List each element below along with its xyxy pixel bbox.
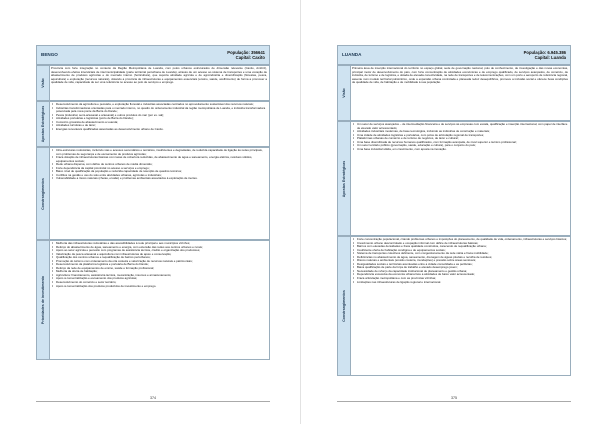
bullet-list bbox=[51, 149, 267, 181]
population-block bbox=[227, 50, 265, 60]
region-header bbox=[337, 45, 571, 65]
list-item: • Plataformas urbanas de comércio e de turismo de negócios, de lazer e cultural; bbox=[357, 137, 568, 141]
list-item: • Fraca articulação metropolitana e com as províncias vizinhas; bbox=[357, 277, 568, 281]
list-item: • Reforço do abastecimento de água, saneamento e energia, com extensão das redes aos centros urbanos e rurais; bbox=[56, 246, 267, 250]
list-item: • Baixa qualificação de parte da força de trabalho e elevado desemprego jovem; bbox=[357, 266, 568, 270]
bullet-list bbox=[51, 242, 267, 288]
list-item: • Baixo nível de qualificação da população e reduzida capacidade de retenção de quadros técnicos; bbox=[56, 170, 267, 174]
list-item: • Um setor terciário público (governação, saúde, educação e cultura), para o conjunto do país; bbox=[357, 144, 568, 148]
section-label: Constrangimentos bbox=[37, 148, 50, 239]
list-item: • Forte dependência da capital provincial no acesso a serviços e emprego; bbox=[56, 167, 267, 171]
list-item: • Apoio à comercialização dos produtos produzidos de investimento e emprego. bbox=[56, 285, 267, 289]
list-item: • Insuficiente oferta de habitação condigna e de equipamentos sociais; bbox=[357, 249, 568, 253]
list-item: • Agricultura: financiamento, assistência técnica, mecanização, insumos e armazenamento; bbox=[56, 274, 267, 278]
capital-label: Capital: Luanda bbox=[534, 55, 566, 60]
list-item: • Desenvolvimento da plataforma logística e portuária de Barra do Dande; bbox=[56, 263, 267, 267]
population-label: População: 356641 bbox=[227, 50, 265, 55]
list-item: • Apoio à comercialização e escoamento dos produtos agrícolas; bbox=[56, 277, 267, 281]
list-item: • Dependência excessiva da economia urbana face a atividades de baixo valor acrescentado; bbox=[357, 273, 568, 277]
section-paragraph: Primeira área de inserção internacional do território no espaço global, sede de governação nacional, polo de conhecimento, de investigação e das novas economias, principal motor de desenvolvimento do país, com forte concentração de atividades económicas e de emprego qualificado, de serviços avançados, de comércio, de indústria, de turismo e de logística, e dotada de elevada conectividade, na rede de transportes e de telecomunicações, com um porto e aeroporto de referência regional, assente num modelo territorial policêntrico, onde a expansão urbana controlada e planeada reduz desequilíbrios, promove a inclusão social e oferece boas condições de qualidade de vida, de habitação e de mobilidade à sua população. bbox=[352, 67, 568, 85]
list-item: • Pesca (industrial, semi-artesanal e artesanal) e outros produtos do mar (por ex. sal); bbox=[56, 114, 267, 118]
region-name: BENGO bbox=[41, 52, 58, 57]
section-vision bbox=[337, 65, 571, 121]
population-block bbox=[524, 50, 566, 60]
list-item: • Energias renováveis qualificadas associadas ao desenvolvimento urbano de Caxito. bbox=[56, 128, 267, 132]
bullet-list bbox=[51, 103, 267, 131]
page-number: 375 bbox=[451, 396, 457, 400]
section-label: Constrangimentos bbox=[338, 237, 351, 375]
list-item: • Qualificação dos centros urbanos e requalificação de bairros periurbanos; bbox=[56, 256, 267, 260]
footer-rule bbox=[337, 401, 571, 402]
list-item: • Forte concentração populacional, criando problemas urbanos e imposições do planeamento, de qualidade de vida, ordenamento, infraestruturas e serviços básicos; bbox=[357, 238, 568, 242]
list-item: • Necessidade de reforço da capacidade institucional de planeamento e gestão urbana; bbox=[357, 270, 568, 274]
page-number: 374 bbox=[150, 396, 156, 400]
list-item: • Rede urbana dispersa, com défice de centros urbanos de média dimensão; bbox=[56, 163, 267, 167]
list-item: • Reforço da rede de equipamentos de ensino, saúde e formação profissional; bbox=[56, 267, 267, 271]
footer-rule bbox=[36, 401, 270, 402]
list-item: • Valorização da pesca artesanal e aquicultura com infraestruturas de apoio e conservação; bbox=[56, 253, 267, 257]
section-vision bbox=[36, 65, 270, 101]
list-item: • Promoção do turismo com ordenamento da orla costeira e valorização de recursos naturais e patrimoniais; bbox=[56, 260, 267, 264]
list-item: • Desenvolvimento da agricultura e pecuária, e exploração florestal e industrias associadas centrados no aproveitamento sustentável dos recursos naturais; bbox=[56, 103, 267, 107]
list-item: • Desenvolvimento do comércio e setor terciário; bbox=[56, 281, 267, 285]
section-constraints bbox=[36, 147, 270, 240]
list-item: • Sistema de transportes colectivos deficiente, com congestionamento da rede viária e fraca mobilidade; bbox=[357, 252, 568, 256]
list-item: • Uma base industrial sólida, em crescimento, com aposta na inovação. bbox=[357, 148, 568, 152]
list-item: • Bairros com elevadas densidades e fraca qualidade construtiva, carecendo de requalificação urbana; bbox=[357, 245, 568, 249]
population-label: População: 6.945.386 bbox=[523, 50, 566, 55]
list-item: • Conflitos na gestão e uso do solo entre atividades urbanas, agrícolas e industriais; bbox=[56, 174, 267, 178]
capital-label: Capital: Caxito bbox=[235, 55, 265, 60]
list-item: • Limitações nas infraestruturas de ligação regional e internacional. bbox=[357, 281, 568, 285]
list-item: • Fraca dotação de infraestruturas básicas com taxas de cobertura reduzidas, de abastecimento de água e saneamento, energia elétrica, resíduos sólidos, equipamentos sociais; bbox=[56, 156, 267, 163]
page-right bbox=[300, 0, 600, 424]
list-item: • Deficiências no abastecimento de água, saneamento, drenagem de águas pluviais e recolha de resíduos; bbox=[357, 256, 568, 260]
region-name: LUANDA bbox=[342, 52, 362, 57]
region-header bbox=[36, 45, 270, 65]
list-item: • Atividades portuárias e logísticas (porto de Barra do Dande); bbox=[56, 117, 267, 121]
bullet-list bbox=[352, 238, 568, 284]
section-strategic bbox=[36, 101, 270, 147]
list-item: • Um setor de serviços avançados – de intermediação financeira e de serviços às empresas com escala, qualificação e inserção internacional, com papel de interface de elevado valor acrescentado; bbox=[357, 123, 568, 130]
section-label: Prioridades de investimento bbox=[37, 241, 50, 359]
list-item: • Atividades turísticas e de lazer; bbox=[56, 124, 267, 128]
list-item: • Comércio grossista de abastecimento a Luanda; bbox=[56, 121, 267, 125]
list-item: • Uma base diversificada de recursos humanos qualificados, com formação avançada, de nível superior e técnico profissional; bbox=[357, 141, 568, 145]
section-label: Visão bbox=[338, 66, 351, 120]
section-constraints bbox=[337, 236, 571, 376]
section-paragraph: Província com forte integração no contexto da Região Metropolitana de Luanda, com polos urbanos estruturados de dimensão relevante (Caxito, Ambriz), desenvolvendo efeitos intersticiais de intermunicipalidade (parte territorial periurbana de Luanda), através de um acesso ao sistema de transportes e uma vocação de abastecimento de produtos agrícolas e do mercado interno (horticultura), que suporta atividade agrícola e de agroindústria e diversificação (florestas, pesca, aquicultura) e exploração (recursos naturais), dotando a província de infraestruturas e equipamentos essenciais (ensino, saúde, acolhimento) de forma a promover a qualidade de vida, capacidade de ser uma referência no acesso ao polo de serviços e emprego. bbox=[51, 67, 267, 85]
list-item: • Indústrias transformadoras orientadas para o mercado interno, no quadro do ordenamento industrial da região metropolitana de Luanda, e indústria transformadora potenciada pela nova ponte da Barra do Dande; bbox=[56, 107, 267, 114]
list-item: • Melhoria da oferta de habitação; bbox=[56, 270, 267, 274]
list-item: • Crescimento urbano descontrolado e ocupação informal com défice de infraestruturas básicas; bbox=[357, 242, 568, 246]
list-item: • Apoio ao setor agrícola e pecuário com programas de assistência técnica, crédito e organização dos produtores; bbox=[56, 249, 267, 253]
list-item: • Riscos naturais e ambientais (erosão costeira, inundações) e pressão sobre áreas sensíveis; bbox=[357, 259, 568, 263]
list-item: • Infra-estruturas rodoviárias, incluindo vias e acessos secundários e terciários, insuficientes e degradadas, de reduzida capacidade de ligação às redes principais, com problemas de segurança e de escoamento de produtos agrícolas; bbox=[56, 149, 267, 156]
list-item: • Vulnerabilidade a riscos naturais (cheias, erosão) e problemas ambientais associados à exploração de inertes. bbox=[56, 177, 267, 181]
list-item: • Atividades industriais modernas, de base tecnológica, incluindo as indústrias de construção e materiais; bbox=[357, 130, 568, 134]
section-label: Apostas Estratégicas bbox=[338, 122, 351, 235]
section-label: Apostas Estratégicas bbox=[37, 102, 50, 146]
list-item: • Desigualdades sociais e territoriais acentuadas entre a cidade consolidada e as periferias; bbox=[357, 263, 568, 267]
section-strategic bbox=[337, 121, 571, 236]
section-investment bbox=[36, 240, 270, 360]
section-label: Visão bbox=[37, 66, 50, 100]
list-item: • Melhoria das infraestruturas rodoviárias e das acessibilidades à rede principal e aos municípios vizinhos; bbox=[56, 242, 267, 246]
list-item: • Uma cidade de atividades logísticas e portuárias, com polos de articulação regional de transportes; bbox=[357, 134, 568, 138]
bullet-list bbox=[352, 123, 568, 151]
